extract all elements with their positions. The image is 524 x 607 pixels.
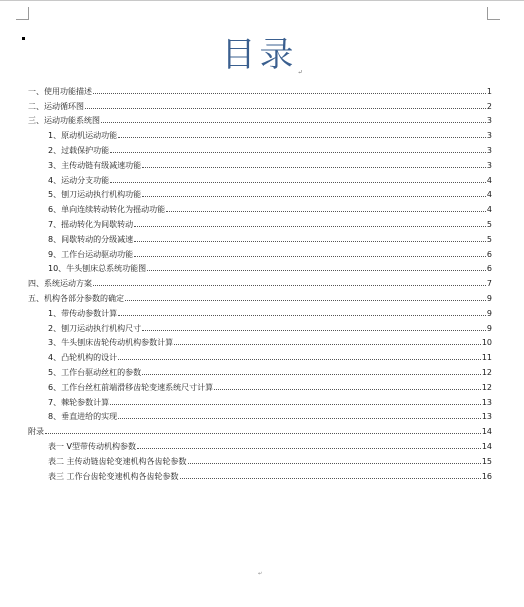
toc-dot-leader [142, 196, 486, 197]
toc-dot-leader [174, 344, 481, 345]
toc-page-number: 13 [481, 412, 492, 422]
toc-title-text: 目录 [221, 35, 298, 75]
toc-entry-text: 5、刨刀运动执行机构功能 [48, 190, 142, 200]
toc-dot-leader [118, 359, 481, 360]
toc-entry-text: 10、牛头刨床总系统功能图 [48, 264, 147, 274]
toc-entry[interactable] [28, 155, 492, 170]
margin-corner-top-right [487, 7, 500, 20]
toc-page-number: 6 [486, 249, 492, 259]
toc-page-number: 9 [486, 308, 492, 318]
toc-page-number: 4 [486, 175, 492, 185]
toc-dot-leader [142, 330, 486, 331]
toc-entry-text: 8、垂直进给的实现 [48, 412, 118, 422]
toc-dot-leader [134, 256, 486, 257]
toc-page-number: 14 [481, 427, 492, 437]
toc-dot-leader [125, 300, 486, 301]
toc-entry[interactable] [28, 466, 492, 481]
toc-dot-leader [118, 137, 486, 138]
toc-dot-leader [188, 463, 481, 464]
toc-entry[interactable] [28, 273, 492, 288]
toc-entry-text: 6、工作台丝杠前端滑移齿轮变速系统尺寸计算 [48, 382, 214, 392]
toc-page-number: 9 [486, 323, 492, 333]
toc-dot-leader [214, 389, 481, 390]
table-of-contents [28, 81, 492, 481]
toc-page-number: 4 [486, 205, 492, 215]
toc-page-number: 4 [486, 190, 492, 200]
toc-entry[interactable] [28, 81, 492, 96]
toc-entry[interactable] [28, 333, 492, 348]
toc-dot-leader [142, 374, 481, 375]
toc-entry-text: 4、凸轮机构的设计 [48, 353, 118, 363]
toc-dot-leader [85, 108, 486, 109]
toc-page-number: 1 [486, 86, 492, 96]
toc-entry-text: 7、摇动转化为间歇转动 [48, 219, 134, 229]
toc-entry-text: 一、使用功能描述 [28, 86, 92, 96]
toc-entry-text: 表一 V型带传动机构参数 [48, 441, 137, 451]
toc-dot-leader [134, 226, 486, 227]
toc-dot-leader [137, 448, 481, 449]
toc-entry-text: 9、工作台运动驱动功能 [48, 249, 134, 259]
toc-entry[interactable] [28, 347, 492, 362]
paragraph-mark-footer: ↵ [258, 571, 263, 577]
toc-dot-leader [93, 285, 486, 286]
toc-entry-text: 附录 [28, 427, 44, 437]
toc-entry-text: 7、棘轮参数计算 [48, 397, 110, 407]
toc-page-number: 9 [486, 293, 492, 303]
toc-entry[interactable] [28, 125, 492, 140]
toc-entry-text: 二、运动循环图 [28, 101, 84, 111]
toc-entry[interactable] [28, 199, 492, 214]
toc-entry[interactable] [28, 214, 492, 229]
toc-entry-text: 4、运动分支功能 [48, 175, 110, 185]
toc-entry[interactable] [28, 318, 492, 333]
toc-entry[interactable] [28, 436, 492, 451]
toc-dot-leader [166, 211, 486, 212]
toc-entry-text: 表三 工作台齿轮变速机构各齿轮参数 [48, 471, 179, 481]
toc-entry-text: 5、工作台驱动丝杠的参数 [48, 367, 142, 377]
toc-page-number: 3 [486, 160, 492, 170]
toc-page-number: 10 [481, 338, 492, 348]
toc-entry[interactable] [28, 421, 492, 436]
toc-entry-text: 1、原动机运动功能 [48, 131, 118, 141]
toc-dot-leader [147, 270, 486, 271]
toc-page-number: 2 [486, 101, 492, 111]
toc-entry-text: 2、过载保护功能 [48, 145, 110, 155]
paragraph-mark: ↵ [297, 69, 303, 76]
toc-entry-text: 6、单向连续转动转化为摇动功能 [48, 205, 166, 215]
toc-dot-leader [45, 433, 481, 434]
toc-entry[interactable] [28, 377, 492, 392]
toc-entry-text: 3、主传动链有级减速功能 [48, 160, 142, 170]
toc-page-number: 3 [486, 131, 492, 141]
margin-corner-top-left [16, 7, 29, 20]
toc-entry[interactable] [28, 140, 492, 155]
toc-entry-text: 五、机构各部分参数的确定 [28, 293, 124, 303]
toc-entry[interactable] [28, 229, 492, 244]
toc-page-number: 5 [486, 219, 492, 229]
toc-dot-leader [110, 152, 486, 153]
toc-entry-text: 2、刨刀运动执行机构尺寸 [48, 323, 142, 333]
toc-entry[interactable] [28, 303, 492, 318]
toc-entry-text: 表二 主传动链齿轮变速机构各齿轮参数 [48, 456, 187, 466]
toc-page-number: 13 [481, 397, 492, 407]
toc-page-number: 12 [481, 367, 492, 377]
toc-dot-leader [142, 167, 486, 168]
toc-entry-text: 三、运动功能系统图 [28, 116, 100, 126]
toc-page-number: 16 [481, 471, 492, 481]
toc-entry-text: 3、牛头刨床齿轮传动机构参数计算 [48, 338, 174, 348]
toc-dot-leader [118, 315, 486, 316]
toc-dot-leader [101, 122, 486, 123]
toc-entry-text: 1、带传动参数计算 [48, 308, 118, 318]
toc-page-number: 6 [486, 264, 492, 274]
toc-entry[interactable] [28, 185, 492, 200]
toc-entry-text: 四、系统运动方案 [28, 279, 92, 289]
toc-entry[interactable] [28, 259, 492, 274]
toc-page-number: 3 [486, 145, 492, 155]
toc-page-number: 11 [481, 353, 492, 363]
toc-dot-leader [110, 182, 486, 183]
toc-entry[interactable] [28, 244, 492, 259]
toc-entry[interactable] [28, 96, 492, 111]
toc-page-number: 5 [486, 234, 492, 244]
toc-page-number: 12 [481, 382, 492, 392]
toc-dot-leader [180, 478, 481, 479]
toc-entry[interactable] [28, 170, 492, 185]
toc-dot-leader [110, 404, 481, 405]
toc-entry-text: 8、间歇转动的分级减速 [48, 234, 134, 244]
toc-entry[interactable] [28, 451, 492, 466]
toc-dot-leader [134, 241, 486, 242]
toc-entry[interactable] [28, 407, 492, 422]
toc-page-number: 14 [481, 441, 492, 451]
toc-page-number: 15 [481, 456, 492, 466]
toc-page-number: 7 [486, 279, 492, 289]
toc-dot-leader [93, 93, 486, 94]
toc-dot-leader [118, 418, 481, 419]
toc-entry[interactable] [28, 288, 492, 303]
toc-entry[interactable] [28, 392, 492, 407]
toc-page-number: 3 [486, 116, 492, 126]
toc-entry[interactable] [28, 362, 492, 377]
toc-entry[interactable] [28, 111, 492, 126]
toc-title [0, 27, 524, 76]
